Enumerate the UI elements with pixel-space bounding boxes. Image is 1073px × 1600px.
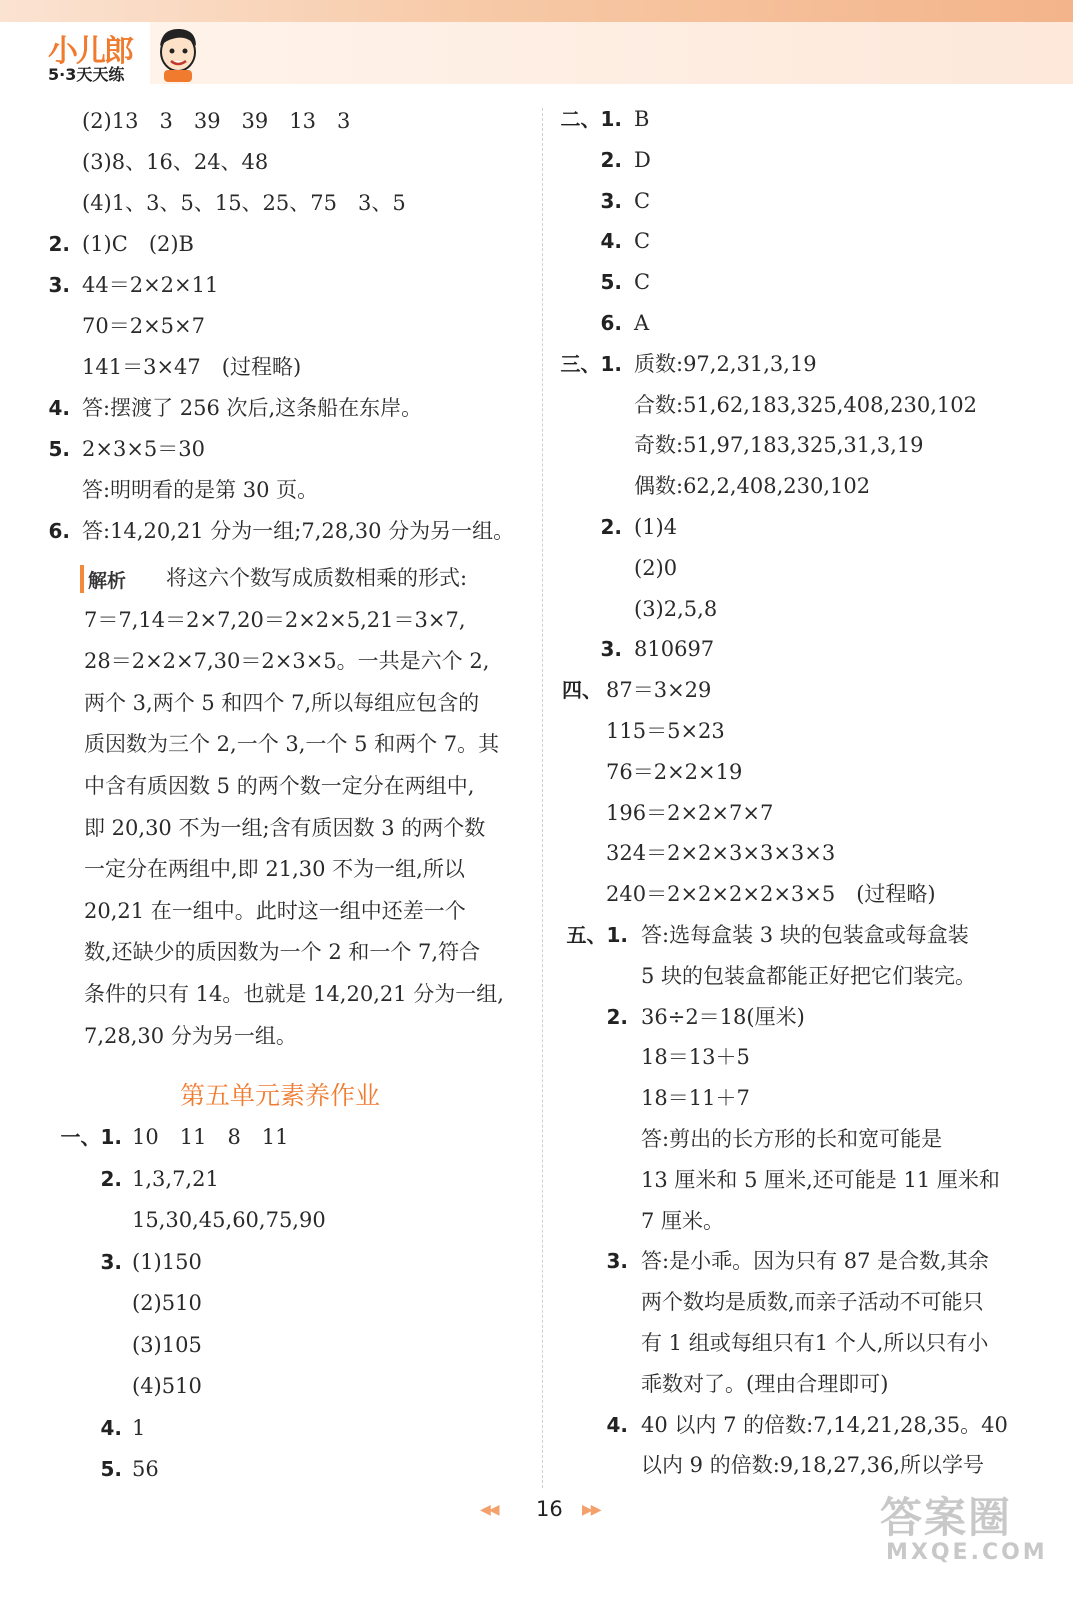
item-number: 四、: [562, 678, 602, 703]
answer-line: 奇数:51,97,183,325,31,3,19: [634, 433, 924, 458]
item-number: 2.: [606, 1004, 628, 1029]
item-number: 2.: [48, 232, 70, 256]
answer-line: (2)13 3 39 39 13 3: [82, 109, 351, 133]
page-number: 16: [536, 1497, 563, 1521]
next-arrows-icon: ▶▶: [582, 1502, 600, 1518]
answer-line: 1,3,7,21: [132, 1166, 219, 1191]
note-line: 28＝2×2×7,30＝2×3×5。一共是六个 2,: [84, 649, 490, 674]
answer-line: 70＝2×5×7: [82, 314, 205, 338]
answer-line: (4)1、3、5、15、25、75 3、5: [82, 191, 406, 215]
item-number: 4.: [606, 1412, 628, 1437]
answer-line: (4)510: [132, 1374, 202, 1398]
note-line: 质因数为三个 2,一个 3,一个 5 和两个 7。其: [84, 732, 500, 757]
answer-line: 87＝3×29: [606, 678, 712, 703]
note-line: 20,21 在一组中。此时这一组中还差一个: [84, 898, 466, 923]
answer-line: (2)510: [132, 1291, 202, 1315]
answer-line: B: [634, 107, 650, 131]
note-line: 将这六个数写成质数相乘的形式:: [166, 566, 468, 590]
answer-line: 76＝2×2×19: [606, 759, 743, 784]
item-number: 3.: [48, 273, 70, 297]
item-number: 五、1.: [566, 923, 628, 947]
answer-line: 115＝5×23: [606, 719, 725, 743]
answer-line: 36÷2＝18(厘米): [641, 1004, 805, 1029]
note-line: 条件的只有 14。也就是 14,20,21 分为一组,: [84, 982, 504, 1006]
item-number: 一、1.: [60, 1125, 122, 1149]
note-tag: 解析: [88, 570, 127, 592]
answer-line: (1)C (2)B: [82, 232, 194, 256]
item-number: 5.: [600, 270, 622, 295]
boy-mascot-icon: [154, 24, 202, 84]
watermark-cn: 答案圈: [880, 1493, 1013, 1542]
answer-line: 答:14,20,21 分为一组;7,28,30 分为另一组。: [82, 519, 515, 543]
answer-line: (1)4: [634, 515, 678, 539]
answer-line: 以内 9 的倍数:9,18,27,36,所以学号: [641, 1453, 985, 1478]
prev-arrows-icon: ◀◀: [480, 1502, 498, 1518]
item-number: 2.: [600, 147, 622, 172]
answer-line: C: [634, 229, 651, 254]
answer-line: 偶数:62,2,408,230,102: [634, 474, 871, 499]
answer-line: 5 块的包装盒都能正好把它们装完。: [641, 963, 977, 988]
note-accent-bar: [80, 565, 84, 593]
answer-line: (2)0: [634, 555, 678, 580]
note-line: 7,28,30 分为另一组。: [84, 1023, 297, 1048]
item-number: 3.: [600, 188, 622, 213]
item-number: 4.: [100, 1415, 122, 1440]
item-number: 二、1.: [560, 107, 622, 131]
answer-line: 乖数对了。(理由合理即可): [641, 1371, 889, 1396]
answer-line: (3)8、16、24、48: [82, 150, 269, 174]
note-line: 中含有质因数 5 的两个数一定分在两组中,: [84, 774, 475, 798]
answer-line: 240＝2×2×2×2×3×5 (过程略): [606, 882, 936, 907]
note-line: 两个 3,两个 5 和四个 7,所以每组应包含的: [84, 690, 480, 715]
brand-subtitle: 5·3天天练: [48, 65, 125, 84]
item-number: 5.: [100, 1457, 122, 1481]
answer-line: 324＝2×2×3×3×3×3: [606, 841, 836, 866]
answer-line: 质数:97,2,31,3,19: [634, 351, 817, 376]
answer-line: 56: [132, 1457, 159, 1481]
answer-line: C: [634, 270, 651, 295]
answer-line: D: [634, 147, 651, 172]
item-number: 2.: [600, 515, 622, 539]
answer-line: 2×3×5＝30: [82, 437, 205, 461]
answer-line: 合数:51,62,183,325,408,230,102: [634, 392, 977, 417]
answer-line: 141＝3×47 (过程略): [82, 355, 302, 379]
answer-line: 44＝2×2×11: [82, 273, 219, 297]
item-number: 4.: [48, 396, 70, 420]
item-number: 2.: [100, 1166, 122, 1191]
answer-line: C: [634, 188, 651, 213]
section-title: 第五单元素养作业: [180, 1081, 381, 1110]
note-line: 7＝7,14＝2×7,20＝2×2×5,21＝3×7,: [84, 607, 466, 632]
answer-line: (3)2,5,8: [634, 596, 718, 621]
answer-line: 10 11 8 11: [132, 1125, 289, 1149]
item-number: 3.: [600, 637, 622, 662]
answer-line: 18＝11＋7: [641, 1086, 750, 1111]
answer-line: 1: [132, 1415, 146, 1440]
item-number: 5.: [48, 437, 70, 461]
note-line: 一定分在两组中,即 21,30 不为一组,所以: [84, 857, 465, 882]
answer-line: (1)150: [132, 1249, 202, 1274]
answer-line: 15,30,45,60,75,90: [132, 1208, 326, 1232]
item-number: 3.: [100, 1249, 122, 1274]
answer-line: 7 厘米。: [641, 1208, 725, 1233]
watermark-en: MXQE.COM: [886, 1540, 1048, 1565]
column-divider: [542, 108, 543, 1488]
answer-line: A: [634, 311, 650, 335]
item-number: 6.: [600, 311, 622, 335]
answer-line: 答:是小乖。因为只有 87 是合数,其余: [641, 1249, 989, 1274]
answer-line: 两个数均是质数,而亲子活动不可能只: [641, 1290, 984, 1315]
note-line: 即 20,30 不为一组;含有质因数 3 的两个数: [84, 815, 486, 840]
note-line: 数,还缺少的质因数为一个 2 和一个 7,符合: [84, 940, 481, 965]
answer-line: 40 以内 7 的倍数:7,14,21,28,35。40: [641, 1412, 1008, 1437]
answer-line: 810697: [634, 637, 715, 662]
answer-line: 答:明明看的是第 30 页。: [82, 478, 319, 502]
answer-line: 有 1 组或每组只有1 个人,所以只有小: [641, 1331, 989, 1355]
item-number: 3.: [606, 1249, 628, 1274]
item-number: 4.: [600, 229, 622, 254]
answer-line: 答:剪出的长方形的长和宽可能是: [641, 1127, 943, 1151]
answer-line: 答:选每盒装 3 块的包装盒或每盒装: [641, 923, 969, 947]
brand-name: 小儿郎: [48, 34, 132, 69]
answer-line: (3)105: [132, 1332, 202, 1357]
item-number: 6.: [48, 519, 70, 543]
answer-line: 18＝13＋5: [641, 1045, 750, 1070]
answer-line: 13 厘米和 5 厘米,还可能是 11 厘米和: [641, 1167, 1000, 1192]
item-number: 三、1.: [560, 351, 622, 376]
header-strip: [150, 22, 1073, 84]
brand-logo: [14, 18, 204, 88]
answer-line: 答:摆渡了 256 次后,这条船在东岸。: [82, 396, 423, 420]
answer-line: 196＝2×2×7×7: [606, 800, 774, 825]
